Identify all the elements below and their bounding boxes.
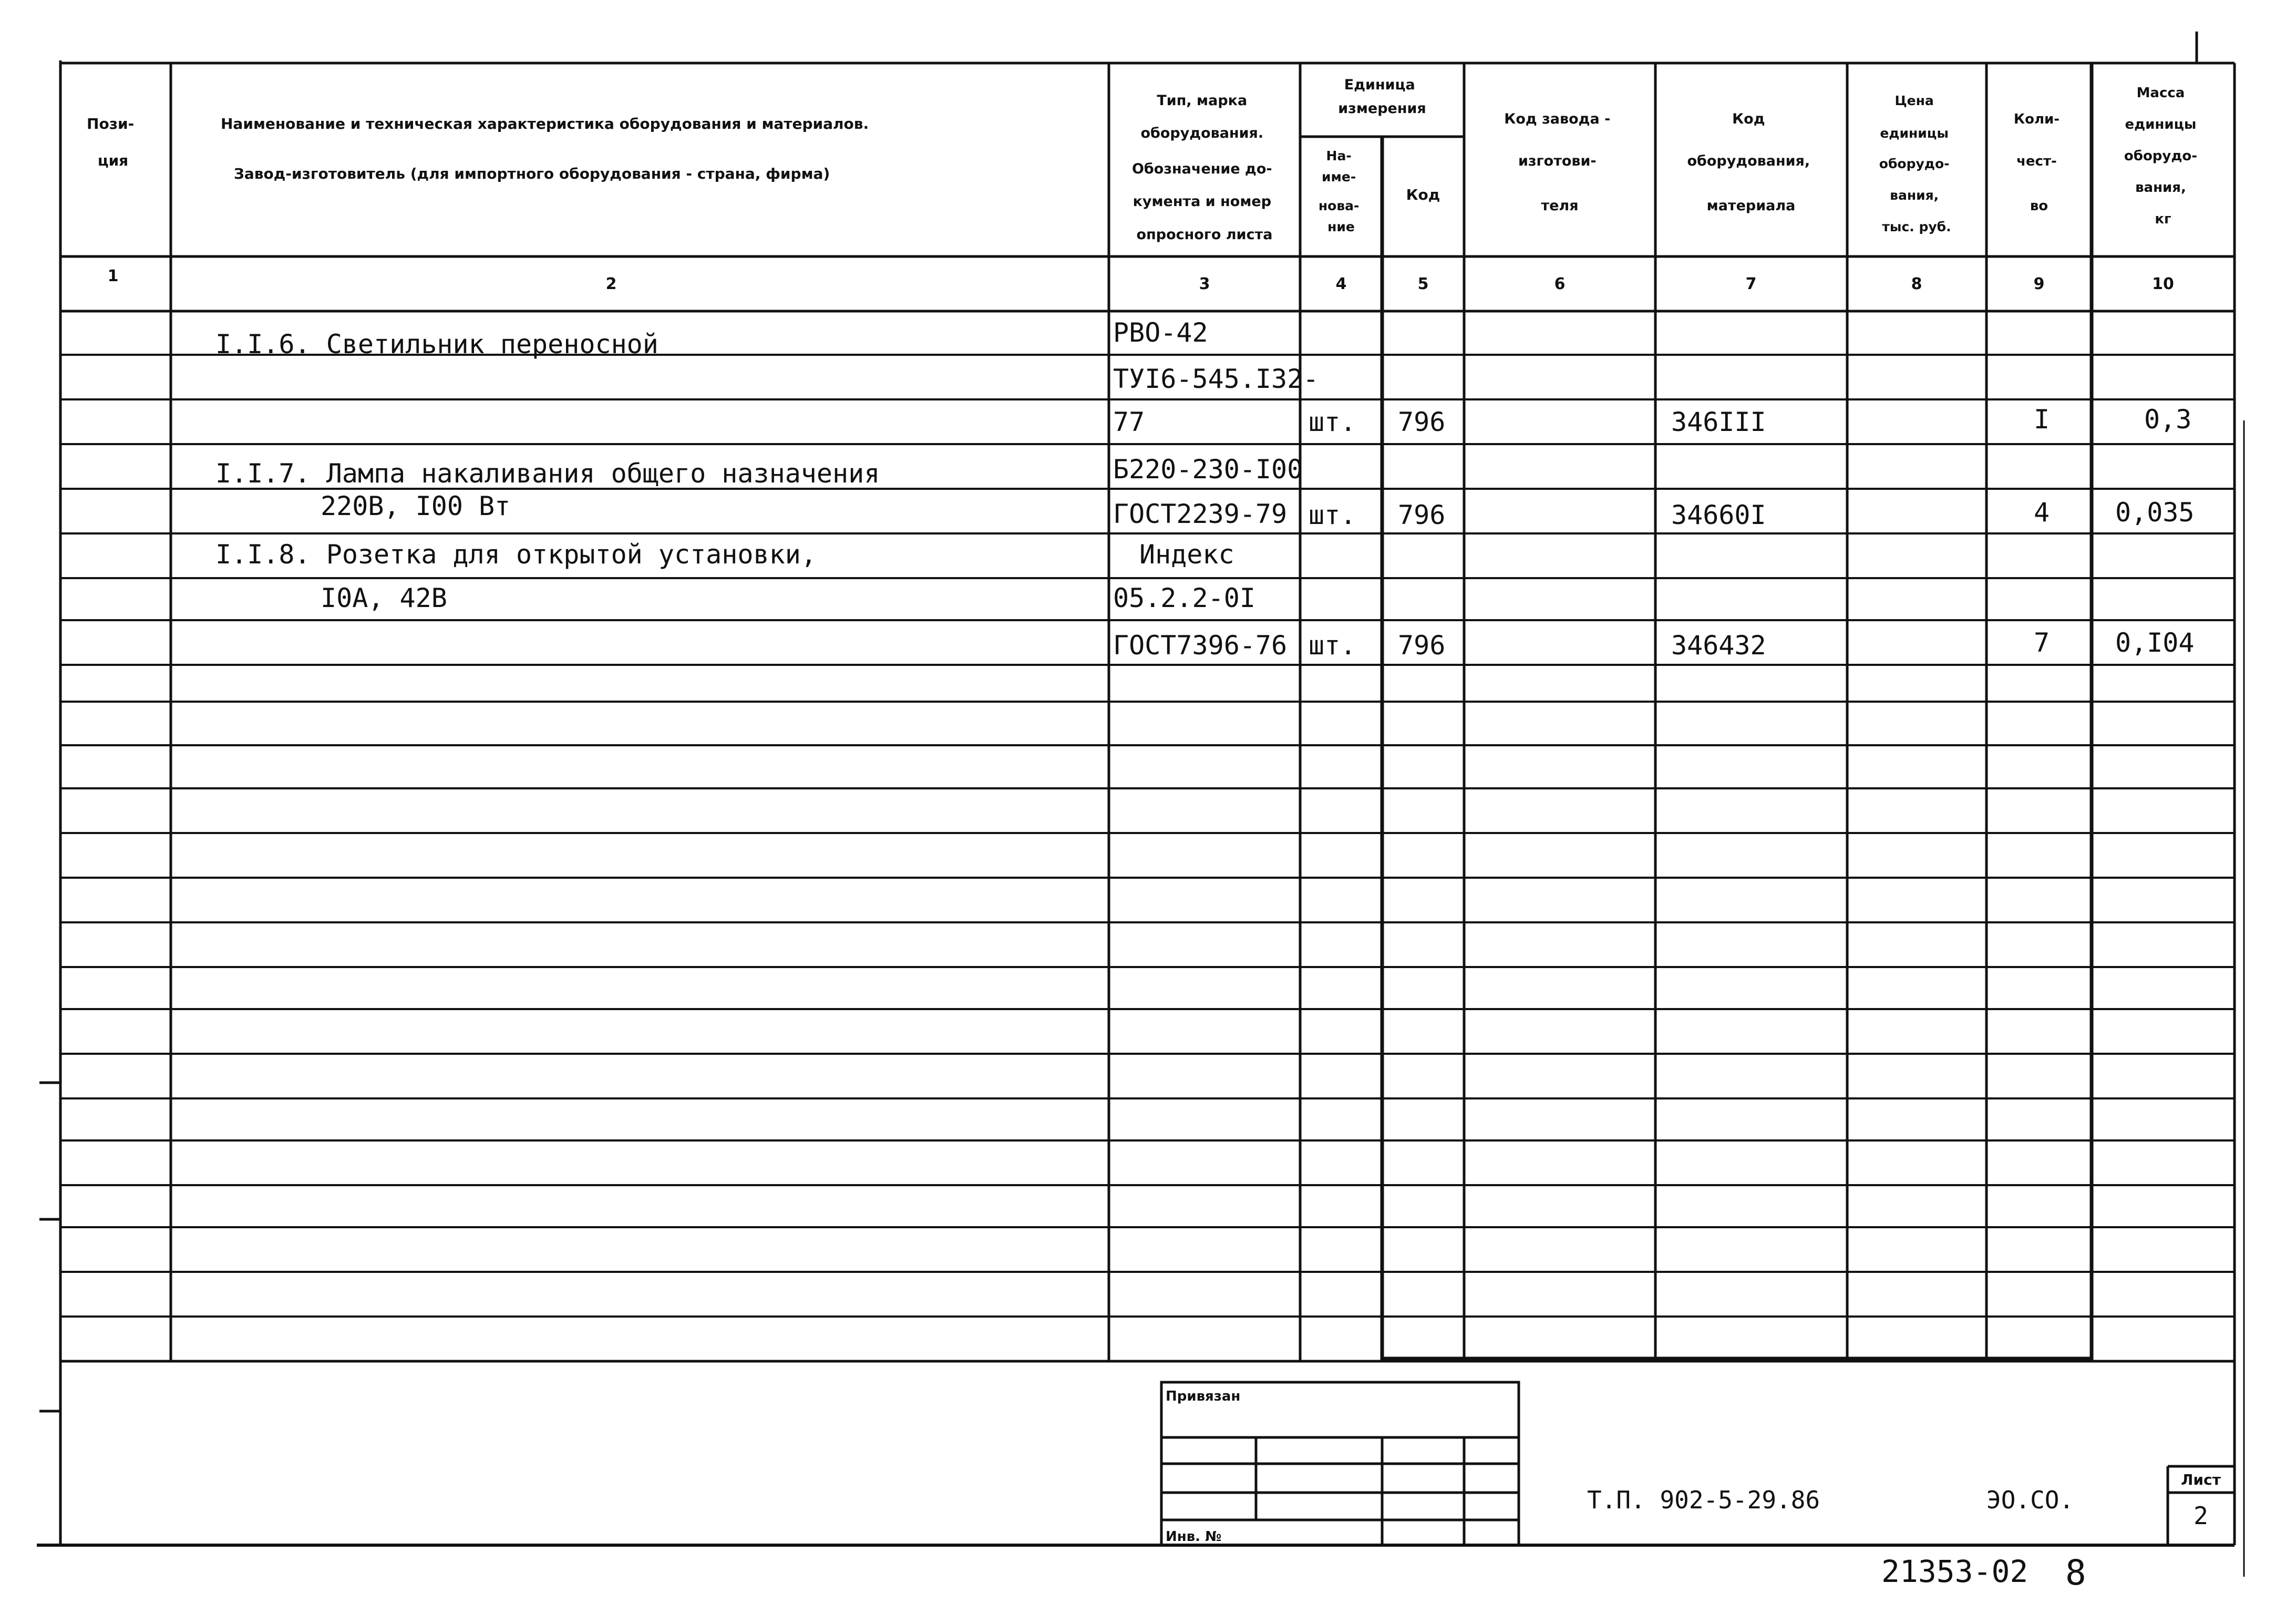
header-col1: Пози- ция [87, 115, 135, 169]
row-name: I.I.7. Лампа накаливания общего назначения [215, 458, 880, 489]
archive-number: 21353-02 [1881, 1554, 2029, 1589]
header-col5: Код [1406, 186, 1440, 203]
row-name: I.I.8. Розетка для открытой установки, [215, 539, 817, 570]
row-code: 796 [1398, 500, 1446, 530]
title-block [1161, 1382, 2235, 1545]
header-unit-group: Единица измерения [1338, 77, 1426, 117]
row-name: I.I.6. Светильник переносной [215, 329, 658, 359]
row-equip-code: 346III [1671, 407, 1766, 437]
row-type: ГОСТ7396-76 [1113, 630, 1288, 661]
inv-label: Инв. № [1166, 1529, 1222, 1545]
doc-mark: ЭО.СО. [1986, 1486, 2074, 1514]
colnum-4: 4 [1335, 275, 1347, 293]
header-col6: Код завода - изготови- теля [1504, 111, 1611, 214]
header-col8: Цена единицы оборудо- вания, тыс. руб. [1879, 93, 1951, 234]
colnum-6: 6 [1554, 275, 1566, 293]
row-qty: I [2034, 404, 2050, 435]
row-unit: шт. [1309, 500, 1356, 530]
row-name: 220В, I00 Вт [321, 491, 511, 521]
row-type: ГОСТ2239-79 [1113, 499, 1288, 529]
row-mass: 0,3 [2144, 404, 2192, 435]
colnum-2: 2 [605, 275, 617, 293]
sheet-label: Лист [2181, 1471, 2221, 1488]
header-col2-line1: Наименование и техническая характеристика оборудования и материалов. [221, 115, 869, 132]
linked-label: Привязан [1166, 1389, 1241, 1404]
colnum-3: 3 [1199, 275, 1210, 293]
doc-number: Т.П. 902-5-29.86 [1587, 1486, 1820, 1514]
row-type: Б220-230-I00 [1113, 454, 1303, 485]
row-equip-code: 34660I [1671, 500, 1766, 530]
header-col9: Коли- чест- во [2013, 111, 2060, 214]
header-col4: На- име- нова- ние [1318, 148, 1360, 234]
colnum-1: 1 [107, 267, 119, 285]
header-col2-line2: Завод-изготовитель (для импортного оборудования - страна, фирма) [234, 165, 830, 182]
row-type: Индекс [1139, 539, 1234, 570]
row-mass: 0,035 [2115, 497, 2195, 528]
colnum-10: 10 [2152, 275, 2174, 293]
column-numbers [108, 267, 2174, 293]
colnum-5: 5 [1417, 275, 1429, 293]
sheet-number: 2 [2194, 1502, 2208, 1530]
header-col10: Масса единицы оборудо- вания, кг [2124, 85, 2198, 227]
row-code: 796 [1398, 630, 1446, 661]
row-qty: 4 [2034, 497, 2050, 528]
row-name: I0А, 42В [321, 583, 447, 613]
colnum-9: 9 [2033, 275, 2045, 293]
table-header [87, 77, 2202, 243]
row-type: 77 [1113, 407, 1145, 437]
table-frame [37, 32, 2244, 1577]
row-type: РВО-42 [1113, 317, 1208, 348]
row-equip-code: 346432 [1671, 630, 1766, 661]
colnum-7: 7 [1745, 275, 1757, 293]
row-unit: шт. [1309, 407, 1356, 437]
header-col7: Код оборудования, материала [1687, 111, 1810, 214]
colnum-8: 8 [1911, 275, 1922, 293]
row-type: ТУI6-545.I32- [1113, 364, 1319, 394]
row-unit: шт. [1309, 630, 1356, 661]
row-qty: 7 [2034, 628, 2050, 658]
row-code: 796 [1398, 407, 1446, 437]
row-mass: 0,I04 [2115, 628, 2195, 658]
archive-suffix: 8 [2065, 1553, 2086, 1593]
header-col3: Тип, марка оборудования. Обозначение до- кумента и номер опросного листа [1131, 92, 1273, 243]
row-type: 05.2.2-0I [1113, 583, 1255, 613]
